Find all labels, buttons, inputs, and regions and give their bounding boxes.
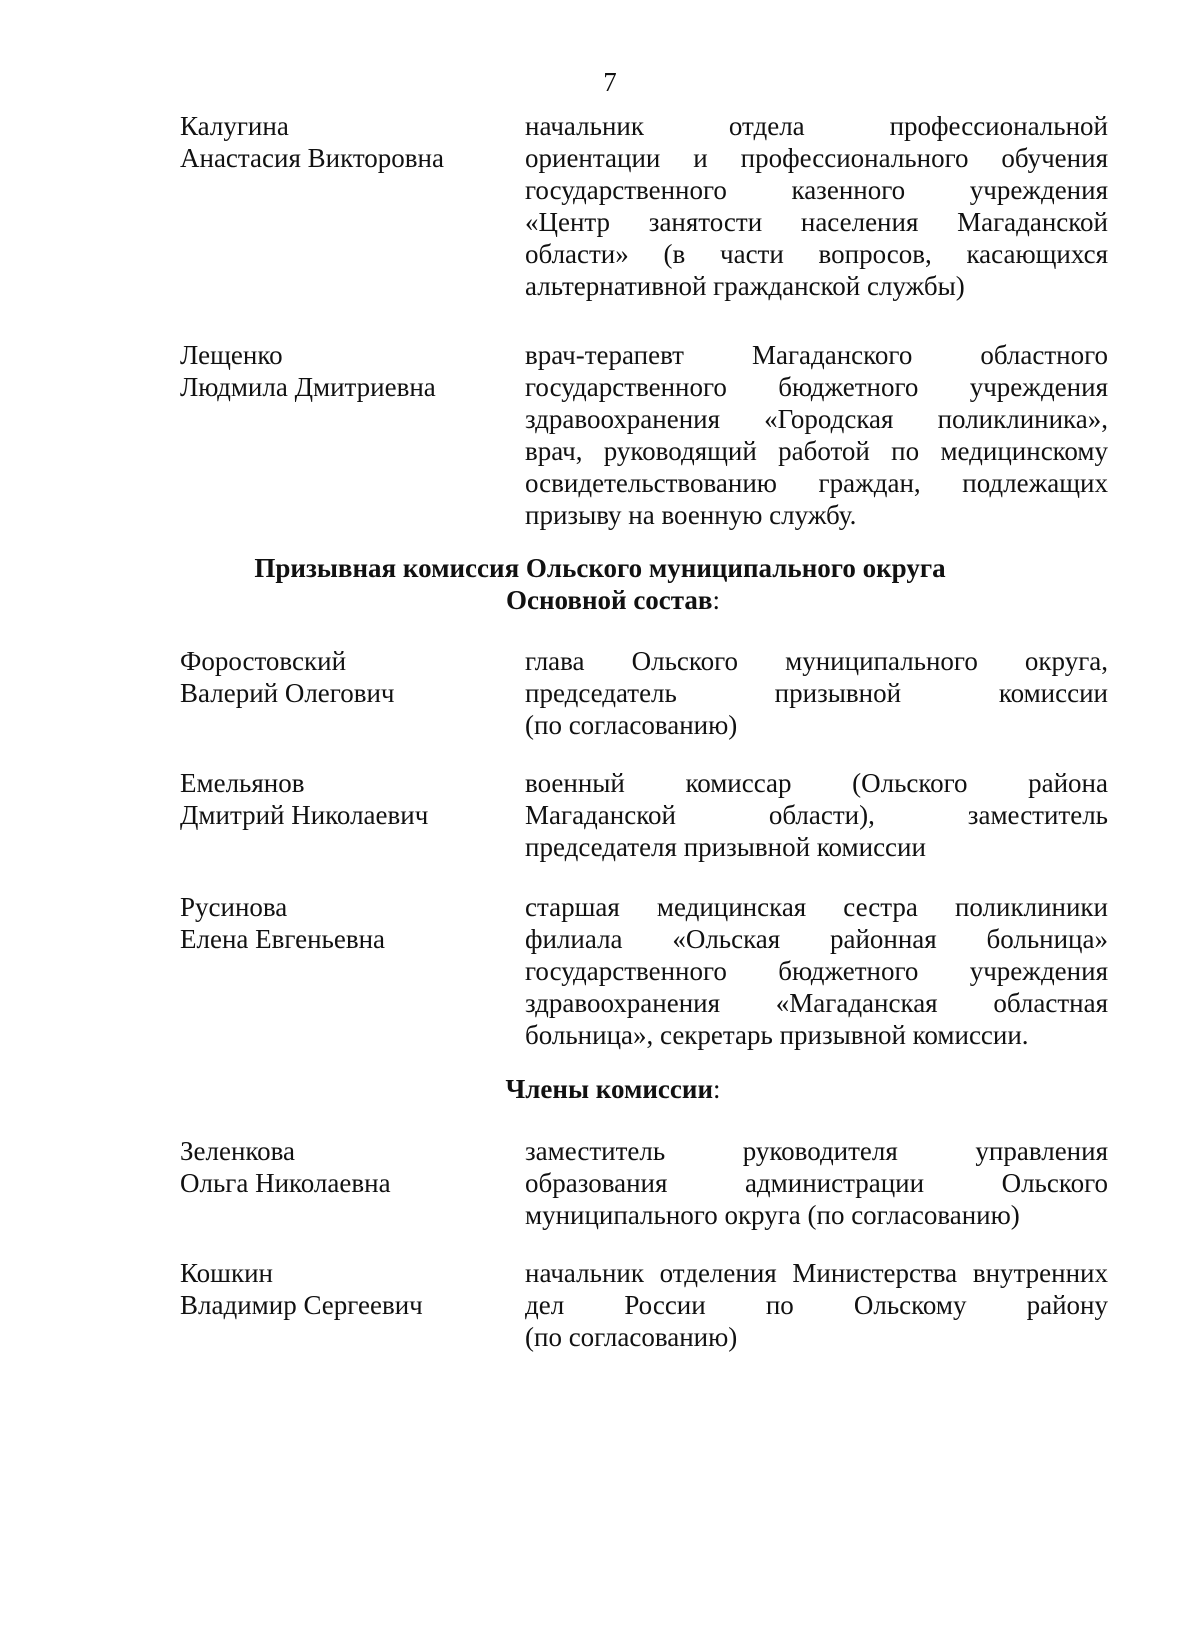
role-line: начальник отдела профессиональной [525, 111, 1108, 141]
surname: Форостовский [180, 646, 347, 676]
role-line: образования администрации Ольского [525, 1168, 1108, 1198]
role-line: начальник отделения Министерства внутренних [525, 1258, 1108, 1288]
given-names: Валерий Олегович [180, 678, 395, 708]
surname: Лещенко [180, 340, 283, 370]
role-line: «Центр занятости населения Магаданской [525, 207, 1108, 237]
role-line: (по согласованию) [525, 710, 738, 740]
role-line: (по согласованию) [525, 1322, 738, 1352]
surname: Кошкин [180, 1258, 273, 1288]
role-line: государственного казенного учреждения [525, 175, 1108, 205]
person-name [180, 110, 500, 174]
role-line: освидетельствованию граждан, подлежащих [525, 468, 1108, 498]
position-description [525, 767, 1108, 863]
given-names: Ольга Николаевна [180, 1168, 391, 1198]
person-name [180, 339, 500, 403]
person-name [180, 645, 500, 709]
person-name [180, 767, 500, 831]
role-line: глава Ольского муниципального округа, [525, 646, 1108, 676]
given-names: Дмитрий Николаевич [180, 800, 429, 830]
role-line: врач-терапевт Магаданского областного [525, 340, 1108, 370]
role-line: председатель призывной комиссии [525, 678, 1108, 708]
given-names: Елена Евгеньевна [180, 924, 386, 954]
role-line: врач, руководящий работой по медицинскому [525, 436, 1108, 466]
position-description [525, 645, 1108, 741]
person-name [180, 1257, 500, 1321]
given-names: Владимир Сергеевич [180, 1290, 423, 1320]
colon: : [712, 585, 720, 615]
surname: Зеленкова [180, 1136, 296, 1166]
composition-subtitle [0, 584, 1200, 616]
commission-title: Призывная комиссия Ольского муниципального округа [254, 553, 946, 583]
role-line: здравоохранения «Магаданская областная [525, 988, 1108, 1018]
section-heading [0, 1073, 1200, 1105]
role-line: военный комиссар (Ольского района [525, 768, 1108, 798]
person-name [180, 1135, 500, 1199]
role-line: государственного бюджетного учреждения [525, 956, 1108, 986]
role-line: больница», секретарь призывной комиссии. [525, 1020, 1029, 1050]
role-line: председателя призывной комиссии [525, 832, 926, 862]
role-line: муниципального округа (по согласованию) [525, 1200, 1020, 1230]
surname: Русинова [180, 892, 288, 922]
members-subtitle [0, 1073, 1200, 1105]
page-number: 7 [603, 67, 617, 97]
given-names: Анастасия Викторовна [180, 143, 444, 173]
position-description [525, 339, 1108, 531]
role-line: старшая медицинская сестра поликлиники [525, 892, 1108, 922]
surname: Емельянов [180, 768, 305, 798]
person-name [180, 891, 500, 955]
position-description [525, 1135, 1108, 1231]
composition-label: Основной состав [506, 585, 713, 615]
role-line: Магаданской области), заместитель [525, 800, 1108, 830]
given-names: Людмила Дмитриевна [180, 372, 436, 402]
position-description [525, 1257, 1108, 1353]
role-line: здравоохранения «Городская поликлиника», [525, 404, 1108, 434]
colon: : [713, 1074, 721, 1104]
role-line: ориентации и профессионального обучения [525, 143, 1108, 173]
position-description [525, 110, 1108, 302]
role-line: заместитель руководителя управления [525, 1136, 1108, 1166]
members-label: Члены комиссии [505, 1074, 714, 1104]
surname: Калугина [180, 111, 289, 141]
role-line: филиала «Ольская районная больница» [525, 924, 1108, 954]
position-description [525, 891, 1108, 1051]
role-line: дел России по Ольскому району [525, 1290, 1108, 1320]
role-line: призыву на военную службу. [525, 500, 857, 530]
role-line: области» (в части вопросов, касающихся [525, 239, 1108, 269]
section-heading [0, 552, 1200, 616]
role-line: государственного бюджетного учреждения [525, 372, 1108, 402]
role-line: альтернативной гражданской службы) [525, 271, 965, 301]
